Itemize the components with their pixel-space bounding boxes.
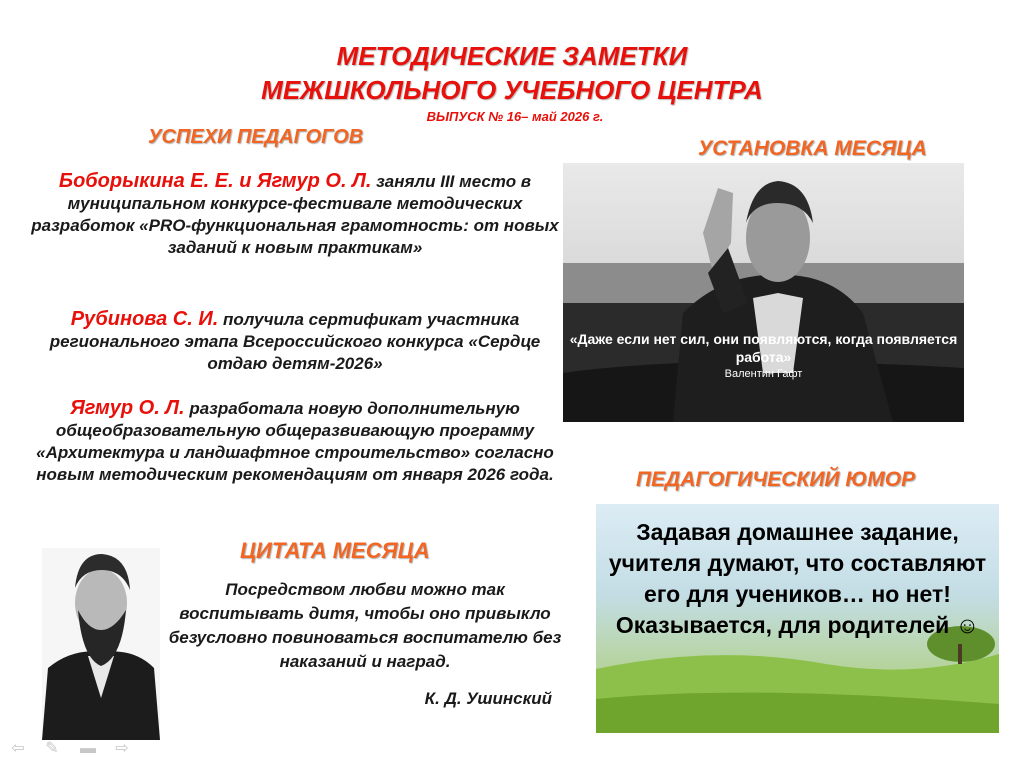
gaft-photo bbox=[563, 163, 964, 422]
pen-icon[interactable]: ✎ bbox=[45, 740, 59, 757]
success-item-2-name: Рубинова С. И. bbox=[70, 308, 219, 330]
title-line-2: МЕЖШКОЛЬНОГО УЧЕБНОГО ЦЕНТРА bbox=[261, 75, 763, 105]
humor-heading: ПЕДАГОГИЧЕСКИЙ ЮМОР bbox=[636, 468, 916, 491]
slide-menu-icon[interactable]: ▬ bbox=[80, 740, 96, 757]
quote-author: К. Д. Ушинский bbox=[424, 689, 552, 708]
ustanovka-heading: УСТАНОВКА МЕСЯЦА bbox=[698, 137, 927, 160]
arrow-left-icon[interactable]: ⇦ bbox=[11, 740, 25, 757]
success-item-1 bbox=[20, 170, 570, 259]
success-heading: УСПЕХИ ПЕДАГОГОВ bbox=[148, 126, 364, 148]
success-item-2 bbox=[20, 308, 570, 375]
success-item-1-name: Боборыкина Е. Е. и Ягмур О. Л. bbox=[58, 170, 372, 192]
success-item-2-text: получила сертификат участника регионального этапа Всероссийского конкурса «Сердце отдаю детям-2026» bbox=[49, 310, 541, 373]
success-item-3-name: Ягмур О. Л. bbox=[70, 397, 185, 419]
humor-text: Задавая домашнее задание, учителя думают, что составляют его для учеников… но нет! Оказывается, для родителей ☺ bbox=[608, 519, 987, 638]
issue-label: ВЫПУСК № 16– май 2026 г. bbox=[426, 109, 604, 124]
success-item-3-text: разработала новую дополнительную общеобразовательную общеразвивающую программу «Архитектура и ландшафтное строительство» согласно новым методическим рекомендациям от января 2026 года. bbox=[36, 399, 554, 484]
quote-heading: ЦИТАТА МЕСЯЦА bbox=[240, 538, 430, 563]
ushinsky-portrait bbox=[42, 548, 160, 740]
arrow-right-icon[interactable]: ⇨ bbox=[115, 740, 129, 757]
success-item-3 bbox=[20, 397, 570, 486]
gaft-quote: «Даже если нет сил, они появляются, когда появляется работа» bbox=[569, 331, 958, 365]
quote-text: Посредством любви можно так воспитывать дитя, чтобы оно привыкло безусловно повиноваться воспитателю без наказаний и наград. bbox=[168, 580, 562, 671]
gaft-name: Валентин Гафт bbox=[724, 368, 803, 380]
title-line-1: МЕТОДИЧЕСКИЕ ЗАМЕТКИ bbox=[336, 41, 688, 71]
success-item-1-text: заняли III место в муниципальном конкурсе-фестивале методических разработок «PRO-функциональная грамотность: от новых заданий к новым практикам» bbox=[31, 172, 559, 257]
